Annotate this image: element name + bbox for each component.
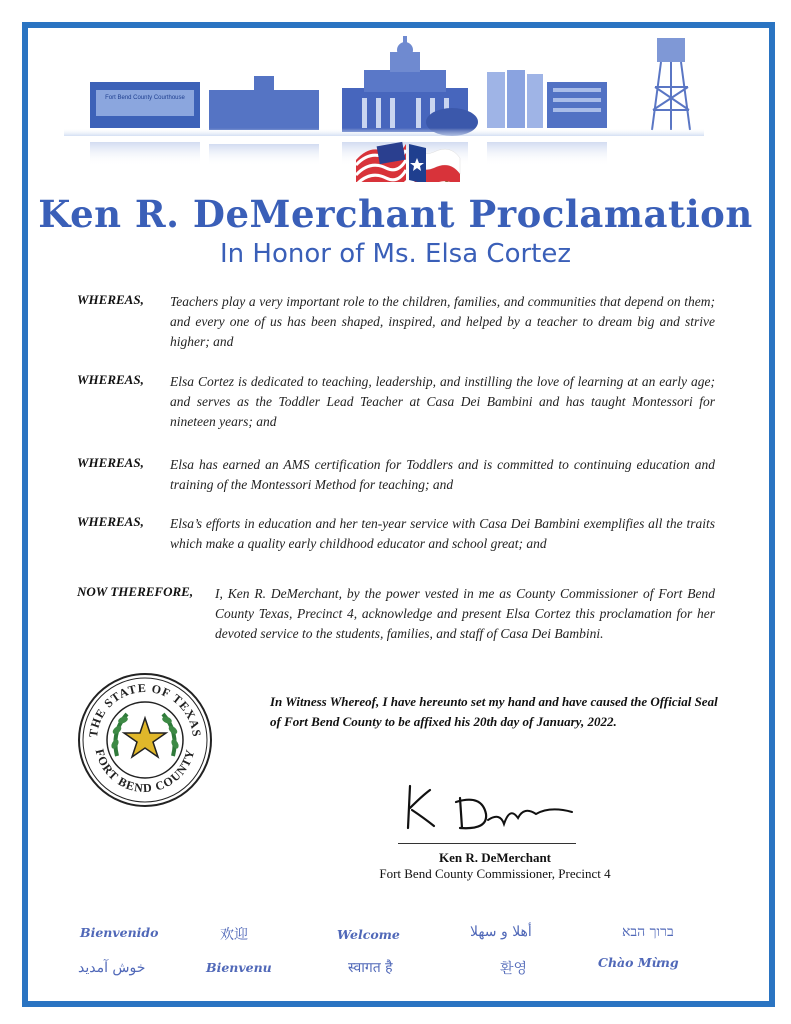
greeting-bienvenu: Bienvenu	[206, 960, 272, 975]
seal-bottom-text: FORT BEND COUNTY	[92, 747, 198, 796]
clause-label: WHEREAS,	[77, 292, 144, 307]
greeting-welcome: Welcome	[337, 927, 400, 942]
witness-statement: In Witness Whereof, I have hereunto set my hand and have caused the Official Seal of Fort Bend County to be affixed his 20th day of January, 2022.	[270, 694, 718, 729]
county-seal	[77, 672, 213, 808]
proclamation-title: Ken R. DeMerchant Proclamation	[38, 192, 753, 236]
clause-label: WHEREAS,	[77, 455, 144, 470]
greeting-swagat: स्वागत है	[348, 960, 393, 976]
greeting-huanying: 欢迎	[220, 927, 248, 943]
building-banner	[64, 32, 704, 182]
proclamation-subtitle: In Honor of Ms. Elsa Cortez	[219, 239, 572, 269]
clause-text: Teachers play a very important role to the children, families, and communities that depend on them; and every one of us has been shaped, inspired, and helped by a teacher to dream big and strive higher; and	[170, 294, 715, 349]
greeting-ahlan: أهلا و سهلا	[470, 924, 532, 940]
greeting-bienvenido: Bienvenido	[80, 925, 159, 940]
greeting-baruch: ברוך הבא	[622, 924, 674, 940]
silo-building	[487, 70, 607, 166]
signature-line	[398, 843, 576, 844]
sign-building	[90, 82, 200, 166]
greeting-hwanyeong: 환영	[500, 961, 528, 977]
clause-text: I, Ken R. DeMerchant, by the power vested in me as County Commissioner of Fort Bend County Texas, Precinct 4, acknowledge and present Elsa Cortez this proclamation for her devoted service to the students, families, and staff of Casa Dei Bambini.	[215, 586, 715, 641]
signature	[400, 776, 580, 836]
clause-text: Elsa has earned an AMS certification for Toddlers and is committed to continuing education and training of the Montessori Method for teaching; and	[170, 457, 715, 492]
office-building	[209, 76, 319, 166]
clause-text: Elsa’s efforts in education and her ten-year service with Casa Dei Bambini exemplifies all the traits which make a quality early childhood educator and school great; and	[170, 516, 715, 551]
clause-label: NOW THEREFORE,	[77, 584, 194, 599]
signer-name: Ken R. DeMerchant	[438, 850, 552, 865]
signer-title: Fort Bend County Commissioner, Precinct 4	[379, 866, 611, 881]
clause-text: Elsa Cortez is dedicated to teaching, leadership, and instilling the love of learning at an early age; and serves as the Toddler Lead Teacher at Casa Dei Bambini and has taught Montessori for nineteen years; and	[170, 374, 715, 429]
clause-label: WHEREAS,	[77, 372, 144, 387]
svg-text:Fort Bend County Courthouse: Fort Bend County Courthouse	[105, 95, 185, 101]
water-tower	[652, 38, 690, 130]
greeting-khosh: خوش آمدید	[78, 960, 146, 976]
greeting-chaomung: Chào Mừng	[598, 955, 679, 970]
seal-top-text: THE STATE OF TEXAS	[85, 680, 205, 739]
clause-label: WHEREAS,	[77, 514, 144, 529]
